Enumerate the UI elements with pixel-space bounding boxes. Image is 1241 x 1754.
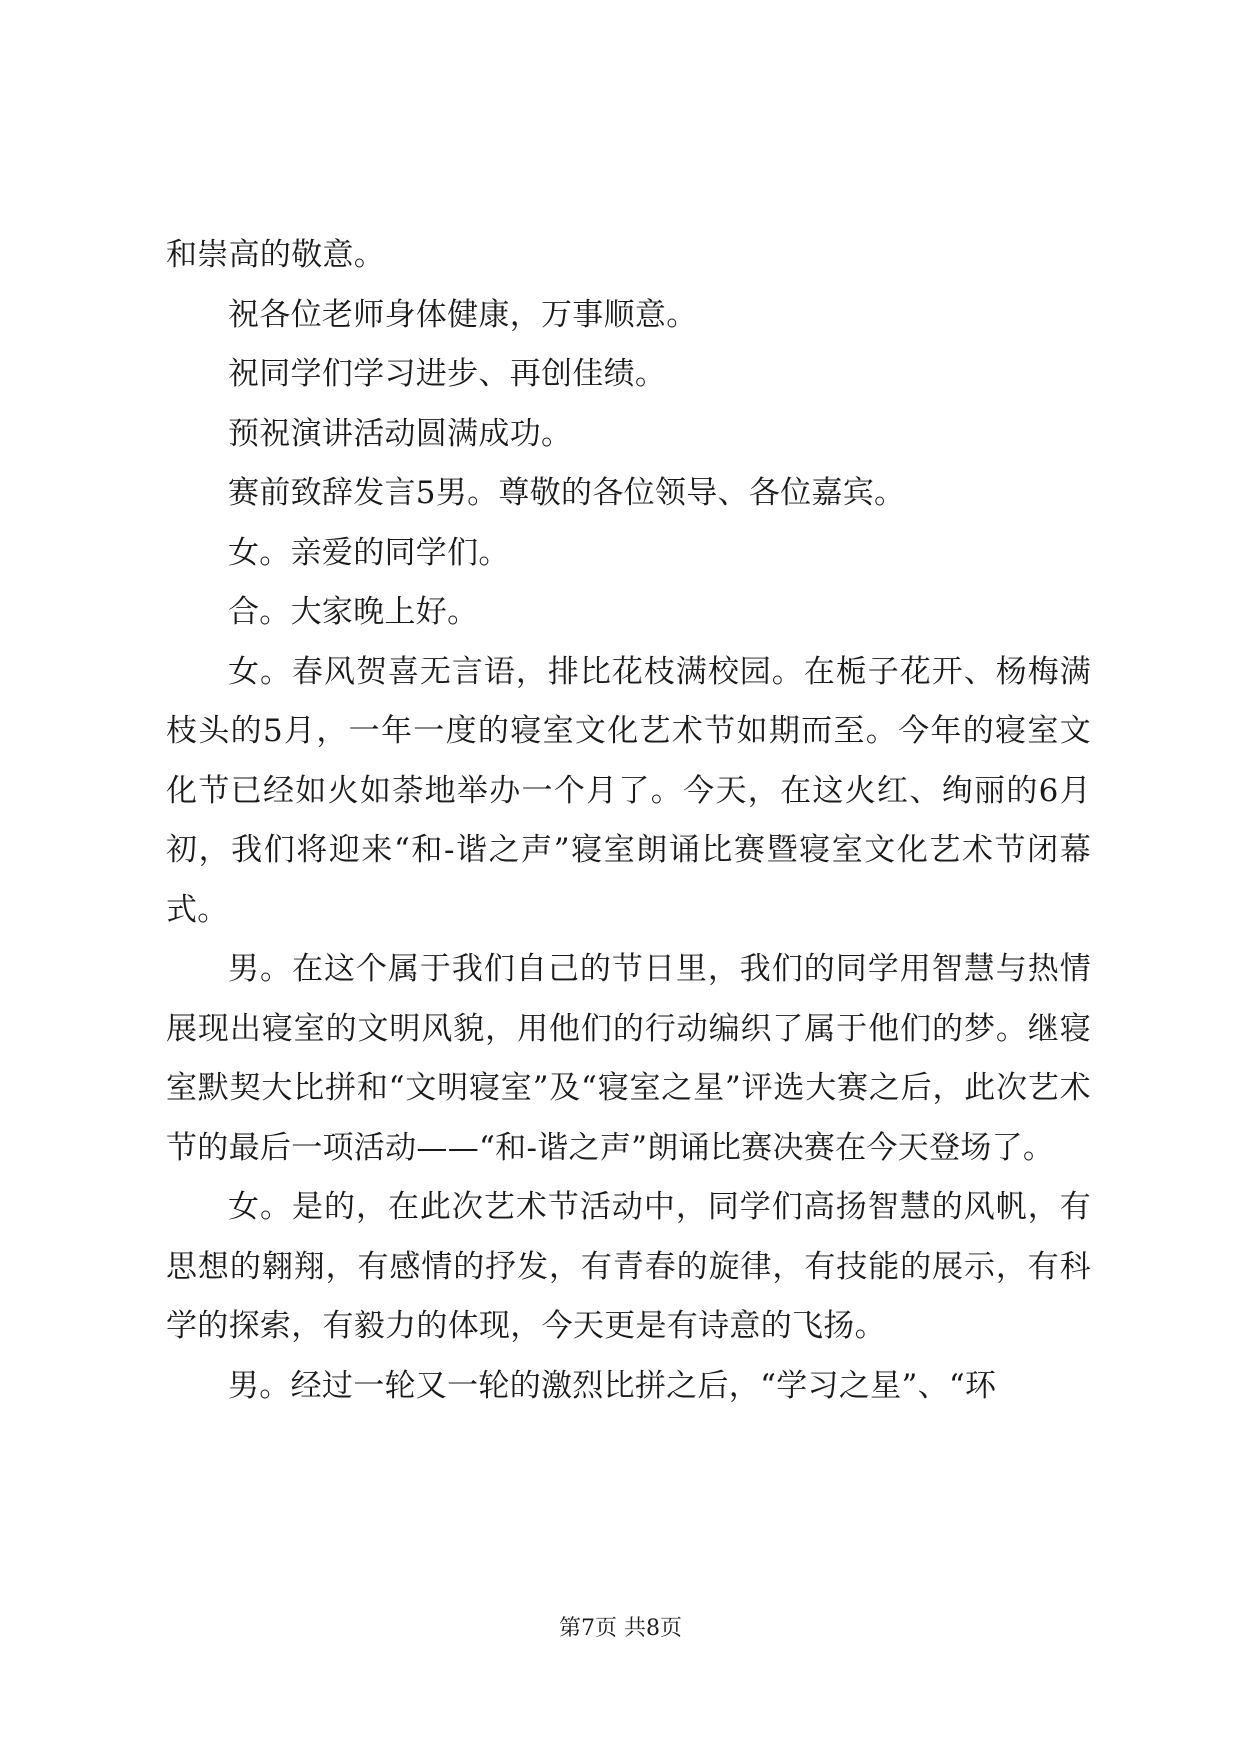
page-footer: 第7页 共8页 xyxy=(559,1616,682,1641)
paragraph: 女。春风贺喜无言语，排比花枝满校园。在栀子花开、杨梅满枝头的5月，一年一度的寝室文化艺术节如期而至。今年的寝室文化节已经如火如荼地举办一个月了。今天，在这火红、绚丽的6月初，我们将迎来“和-谐之声”寝室朗诵比赛暨寝室文化艺术节闭幕式。 xyxy=(166,653,1091,928)
paragraph: 和崇高的敬意。 xyxy=(166,237,386,273)
paragraph: 预祝演讲活动圆满成功。 xyxy=(228,415,573,452)
paragraph: 祝各位老师身体健康，万事顺意。 xyxy=(228,296,698,333)
paragraph: 男。在这个属于我们自己的节日里，我们的同学用智慧与热情展现出寝室的文明风貌，用他们的行动编织了属于他们的梦。继寝室默契大比拼和“文明寝室”及“寝室之星”评选大赛之后，此次艺术节的最后一项活动——“和-谐之声”朗诵比赛决赛在今天登场了。 xyxy=(166,951,1091,1166)
paragraph: 祝同学们学习进步、再创佳绩。 xyxy=(228,356,667,392)
paragraph: 女。是的，在此次艺术节活动中，同学们高扬智慧的风帆，有思想的翱翔，有感情的抒发，有青春的旋律，有技能的展示，有科学的探索，有毅力的体现，今天更是有诗意的飞扬。 xyxy=(166,1189,1091,1344)
document-body xyxy=(166,226,1091,1416)
paragraph: 女。亲爱的同学们。 xyxy=(228,534,510,571)
paragraph: 赛前致辞发言5男。尊敬的各位领导、各位嘉宾。 xyxy=(228,475,906,511)
paragraph: 男。经过一轮又一轮的激烈比拼之后，“学习之星”、“环 xyxy=(228,1367,997,1404)
paragraph: 合。大家晚上好。 xyxy=(228,594,479,630)
